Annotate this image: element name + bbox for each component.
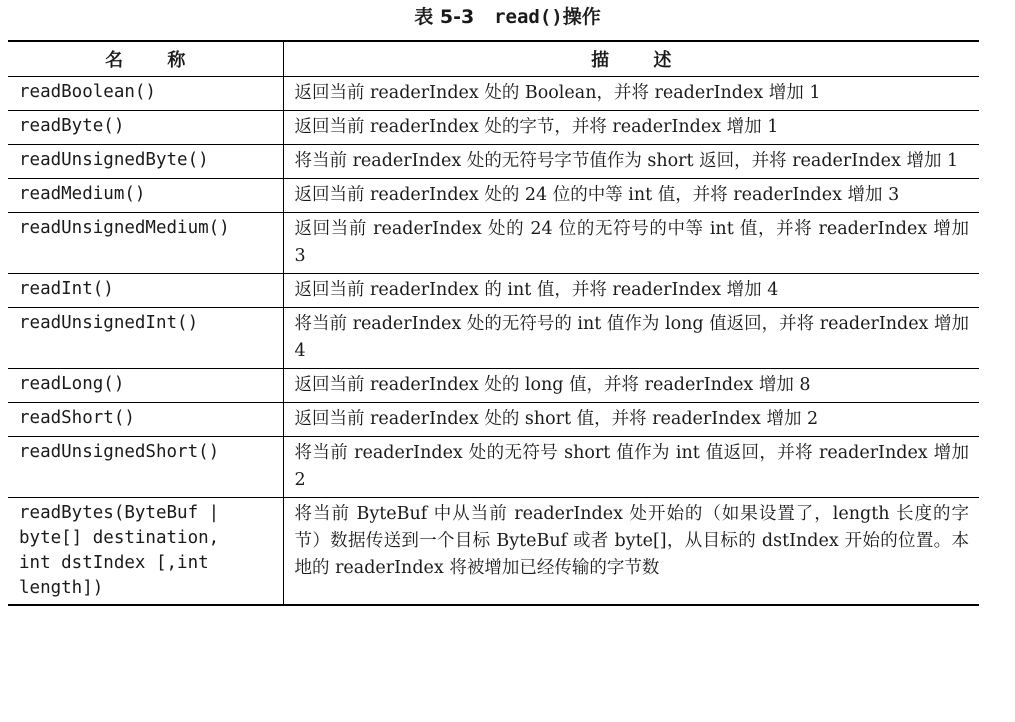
table-caption xyxy=(0,4,1015,30)
caption-prefix: 表 5-3 xyxy=(414,6,475,28)
method-name: readBoolean() xyxy=(8,77,283,111)
read-operations-table xyxy=(8,40,979,606)
header-description: 描 述 xyxy=(283,41,979,77)
method-description: 将当前 ByteBuf 中从当前 readerIndex 处开始的（如果设置了，length 长度的字节）数据传送到一个目标 ByteBuf 或者 byte[]，从目标的 dstIndex 开始的位置。本地的 readerIndex 将被增加已经传输的字节数 xyxy=(283,498,979,606)
table-row xyxy=(8,274,979,308)
method-description: 返回当前 readerIndex 处的 24 位的无符号的中等 int 值，并将 readerIndex 增加 3 xyxy=(283,213,979,274)
table-row xyxy=(8,111,979,145)
header-name: 名 称 xyxy=(8,41,283,77)
table-header-row xyxy=(8,41,979,77)
table-row xyxy=(8,179,979,213)
table-row xyxy=(8,145,979,179)
method-name: readMedium() xyxy=(8,179,283,213)
method-description: 将当前 readerIndex 处的无符号的 int 值作为 long 值返回，并将 readerIndex 增加 4 xyxy=(283,308,979,369)
method-description: 返回当前 readerIndex 处的 Boolean，并将 readerIndex 增加 1 xyxy=(283,77,979,111)
method-description: 返回当前 readerIndex 处的 24 位的中等 int 值，并将 readerIndex 增加 3 xyxy=(283,179,979,213)
method-name: readUnsignedInt() xyxy=(8,308,283,369)
table-body xyxy=(8,77,979,606)
method-name: readLong() xyxy=(8,369,283,403)
table-row xyxy=(8,213,979,274)
caption-suffix: 操作 xyxy=(562,6,601,28)
table-row xyxy=(8,437,979,498)
method-description: 返回当前 readerIndex 处的字节，并将 readerIndex 增加 1 xyxy=(283,111,979,145)
method-name: readBytes(ByteBuf | byte[] destination, int dstIndex [,int length]) xyxy=(8,498,283,606)
caption-code: read() xyxy=(494,6,563,28)
table-row xyxy=(8,369,979,403)
method-name: readByte() xyxy=(8,111,283,145)
method-description: 将当前 readerIndex 处的无符号字节值作为 short 返回，并将 readerIndex 增加 1 xyxy=(283,145,979,179)
table-row xyxy=(8,308,979,369)
table-row xyxy=(8,498,979,606)
method-name: readUnsignedByte() xyxy=(8,145,283,179)
method-name: readInt() xyxy=(8,274,283,308)
method-name: readUnsignedShort() xyxy=(8,437,283,498)
method-name: readShort() xyxy=(8,403,283,437)
method-description: 将当前 readerIndex 处的无符号 short 值作为 int 值返回，并将 readerIndex 增加 2 xyxy=(283,437,979,498)
method-description: 返回当前 readerIndex 的 int 值，并将 readerIndex 增加 4 xyxy=(283,274,979,308)
table-row xyxy=(8,403,979,437)
method-description: 返回当前 readerIndex 处的 long 值，并将 readerIndex 增加 8 xyxy=(283,369,979,403)
table-row xyxy=(8,77,979,111)
method-name: readUnsignedMedium() xyxy=(8,213,283,274)
method-description: 返回当前 readerIndex 处的 short 值，并将 readerIndex 增加 2 xyxy=(283,403,979,437)
